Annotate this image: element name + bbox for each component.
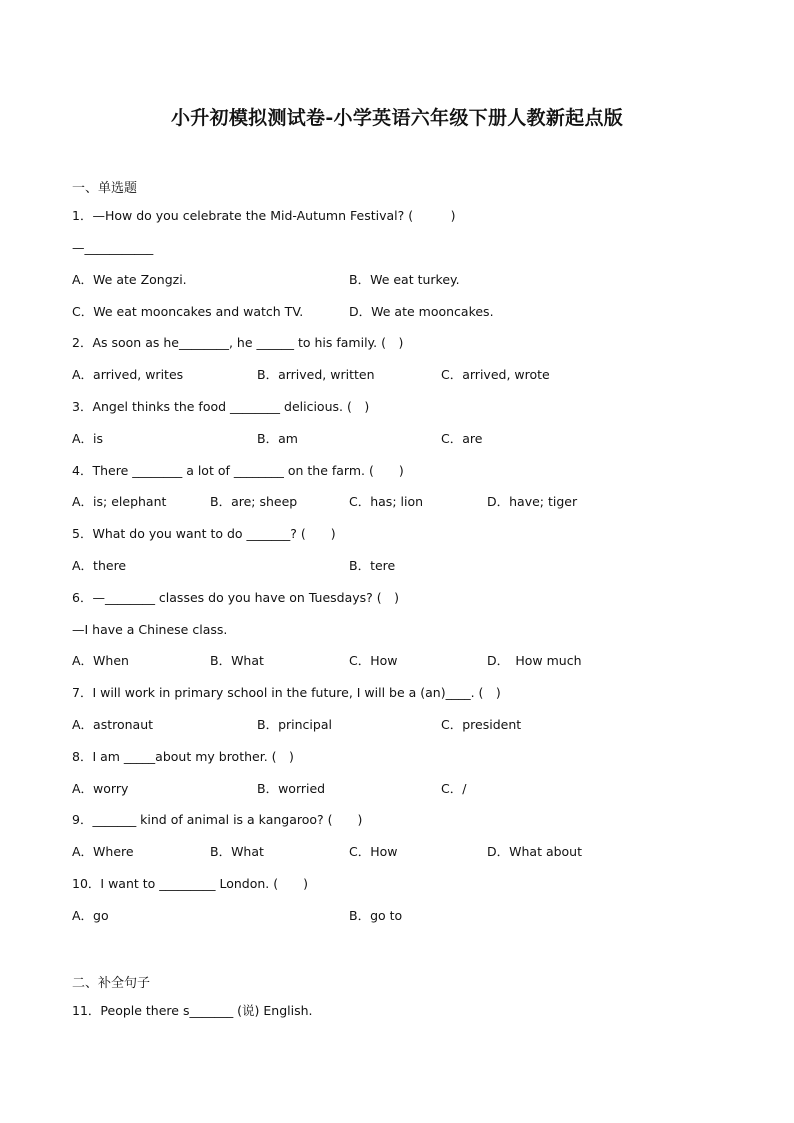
question-2-option-c: C．arrived, wrote (441, 367, 550, 382)
question-6-option-b: B．What (210, 653, 264, 668)
question-3-option-b: B．am (257, 431, 298, 446)
question-8-option-b: B．worried (257, 781, 326, 796)
question-5-stem: 5．What do you want to do _______? ( ) (72, 526, 336, 541)
question-7-option-c: C．president (441, 717, 522, 732)
question-9-option-b: B．What (210, 844, 264, 859)
question-6-option-c: C．How (349, 653, 398, 668)
question-1-option-d: D．We ate mooncakes. (349, 304, 494, 319)
question-1-option-b: B．We eat turkey. (349, 272, 460, 287)
question-1-stem: 1．—How do you celebrate the Mid-Autumn Festival? ( ) (72, 208, 456, 223)
question-3-option-a: A．is (72, 431, 104, 446)
question-10-option-b: B．go to (349, 908, 403, 923)
question-4-stem: 4．There ________ a lot of ________ on the farm. ( ) (72, 463, 404, 478)
question-8-option-c: C．/ (441, 781, 467, 796)
question-8-option-a: A．worry (72, 781, 129, 796)
question-2-stem: 2．As soon as he________, he ______ to his family. ( ) (72, 335, 404, 350)
question-10-option-a: A．go (72, 908, 109, 923)
question-1-option-a: A．We ate Zongzi. (72, 272, 187, 287)
question-6-option-a: A．When (72, 653, 129, 668)
question-10-stem: 10．I want to _________ London. ( ) (72, 876, 309, 891)
question-9-stem: 9．_______ kind of animal is a kangaroo? ( ) (72, 812, 363, 827)
question-8-stem: 8．I am _____about my brother. ( ) (72, 749, 294, 764)
question-3-option-c: C．are (441, 431, 483, 446)
question-6-answer-line: —I have a Chinese class. (72, 622, 228, 637)
question-5-option-a: A．there (72, 558, 127, 573)
question-4-option-a: A．is; elephant (72, 494, 167, 509)
question-4-option-d: D．have; tiger (487, 494, 578, 509)
question-7-option-a: A．astronaut (72, 717, 154, 732)
section-title-complete-sentences: 二、补全句子 (72, 976, 151, 991)
question-9-option-d: D．What about (487, 844, 583, 859)
question-5-option-b: B．tere (349, 558, 396, 573)
question-6-stem: 6．—________ classes do you have on Tuesdays? ( ) (72, 590, 400, 605)
section-title-single-choice: 一、单选题 (72, 181, 138, 196)
question-3-stem: 3．Angel thinks the food ________ delicious. ( ) (72, 399, 370, 414)
question-11-stem: 11．People there s_______ (说) English. (72, 1003, 313, 1018)
question-1-option-c: C．We eat mooncakes and watch TV. (72, 304, 304, 319)
question-9-option-c: C．How (349, 844, 398, 859)
question-1-answer-line: —___________ (72, 240, 154, 255)
question-2-option-b: B．arrived, written (257, 367, 375, 382)
question-6-option-d: D． How much (487, 653, 582, 668)
question-2-option-a: A．arrived, writes (72, 367, 184, 382)
question-7-stem: 7．I will work in primary school in the future, I will be a (an)____. ( ) (72, 685, 501, 700)
page-title: 小升初模拟测试卷-小学英语六年级下册人教新起点版 (170, 107, 624, 129)
question-4-option-c: C．has; lion (349, 494, 424, 509)
question-7-option-b: B．principal (257, 717, 332, 732)
question-9-option-a: A．Where (72, 844, 134, 859)
question-4-option-b: B．are; sheep (210, 494, 298, 509)
